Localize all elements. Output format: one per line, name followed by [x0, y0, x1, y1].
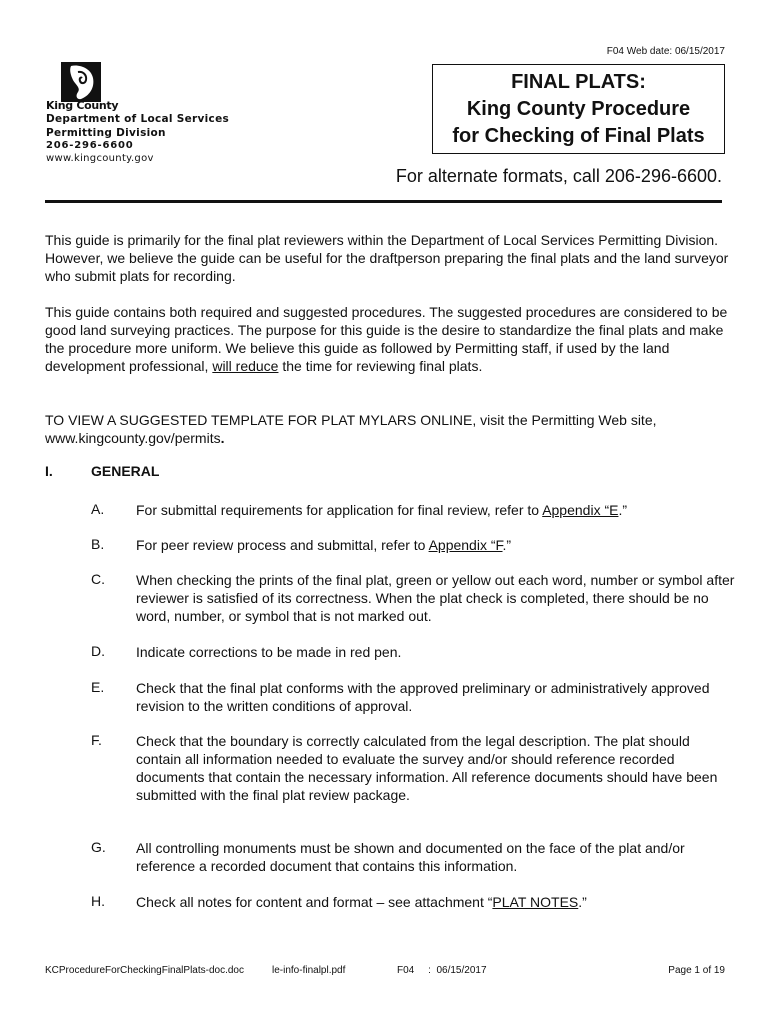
item-g-text: All controlling monuments must be shown and documented on the face of the plat and/or reference a recorded document that contains this information.	[136, 840, 685, 874]
item-d-text: Indicate corrections to be made in red pen.	[136, 644, 402, 660]
king-county-logo	[61, 62, 101, 102]
alternate-formats-note: For alternate formats, call 206-296-6600.	[395, 166, 722, 186]
title-box	[432, 64, 725, 154]
item-e-text: Check that the final plat conforms with the approved preliminary or administratively approved revision to the written conditions of approval.	[136, 680, 710, 714]
section-number: I.	[45, 463, 53, 479]
title-line-1: FINAL PLATS:	[511, 71, 646, 93]
item-letter-b: B.	[91, 536, 105, 552]
intro-p2-end: the time for reviewing final plats.	[278, 358, 483, 374]
will-reduce-underline: will reduce	[212, 358, 279, 374]
org-website: www.kingcounty.gov	[46, 153, 154, 164]
item-c-text: When checking the prints of the final plat, green or yellow out each word, number or symbol after reviewer is satisfied of its correctness. When the plat check is completed, there should be no word, number, or symbol that is not marked out.	[136, 572, 735, 624]
item-a	[136, 501, 736, 519]
item-b	[136, 536, 736, 554]
appendix-f-link[interactable]: Appendix “F	[428, 537, 503, 553]
intro-paragraph-2	[45, 303, 735, 375]
item-h-end: .”	[578, 894, 587, 910]
plat-notes-link[interactable]: PLAT NOTES	[492, 894, 579, 910]
org-name: King County	[46, 99, 119, 112]
item-letter-d: D.	[91, 643, 105, 659]
org-phone: 206-296-6600	[46, 140, 134, 151]
intro-p3-period: .	[220, 430, 225, 446]
item-letter-h: H.	[91, 893, 105, 909]
title-line-3: for Checking of Final Plats	[452, 125, 705, 147]
item-a-end: .”	[618, 502, 628, 518]
footer-pdf-name: le-info-finalpl.pdf	[272, 965, 346, 976]
appendix-e-link[interactable]: Appendix “E	[542, 502, 619, 518]
section-title: GENERAL	[91, 463, 160, 479]
item-b-end: .”	[502, 537, 512, 553]
item-b-text: For peer review process and submittal, refer to	[136, 537, 429, 553]
page-number: Page 1 of 19	[668, 965, 725, 976]
item-f-text: Check that the boundary is correctly calculated from the legal description. The plat should contain all information needed to evaluate the survey and/or should reference recorded documents that contain the necessary information. All reference documents should have been submitted with the final plat review package.	[136, 733, 718, 803]
item-h-text: Check all notes for content and format – see attachment “	[136, 894, 493, 910]
title-line-2: King County Procedure	[466, 98, 691, 120]
division-name: Permitting Division	[46, 127, 166, 139]
organization-block	[46, 99, 229, 166]
footer-filename: KCProcedureForCheckingFinalPlats-doc.doc	[45, 965, 244, 976]
item-letter-a: A.	[91, 501, 105, 517]
item-letter-c: C.	[91, 571, 105, 587]
template-link-text[interactable]: TO VIEW A SUGGESTED TEMPLATE FOR PLAT MYLARS ONLINE, visit the Permitting Web site, www.kingcounty.gov/permits	[45, 412, 657, 446]
item-letter-f: F.	[91, 732, 102, 748]
intro-paragraph-3	[45, 411, 735, 447]
item-h	[136, 893, 736, 911]
intro-paragraph-1: This guide is primarily for the final plat reviewers within the Department of Local Services Permitting Division. However, we believe the guide can be useful for the draftperson preparing the final plats and the land surveyor who submit plats for recording.	[45, 232, 729, 284]
item-letter-g: G.	[91, 839, 106, 855]
footer-form-date: F04 : 06/15/2017	[397, 965, 487, 976]
web-date: F04 Web date: 06/15/2017	[606, 46, 725, 57]
item-a-text: For submittal requirements for application for final review, refer to	[136, 502, 543, 518]
department-name: Department of Local Services	[46, 113, 230, 125]
header-divider	[45, 200, 722, 203]
item-letter-e: E.	[91, 679, 105, 695]
intro-p2-text: This guide contains both required and suggested procedures. The suggested procedures are considered to be good land surveying practices. The purpose for this guide is the desire to standardize the final plats and make the procedure more uniform. We believe this guide as followed by Permitting staff, if used by the land development professional,	[45, 304, 728, 374]
